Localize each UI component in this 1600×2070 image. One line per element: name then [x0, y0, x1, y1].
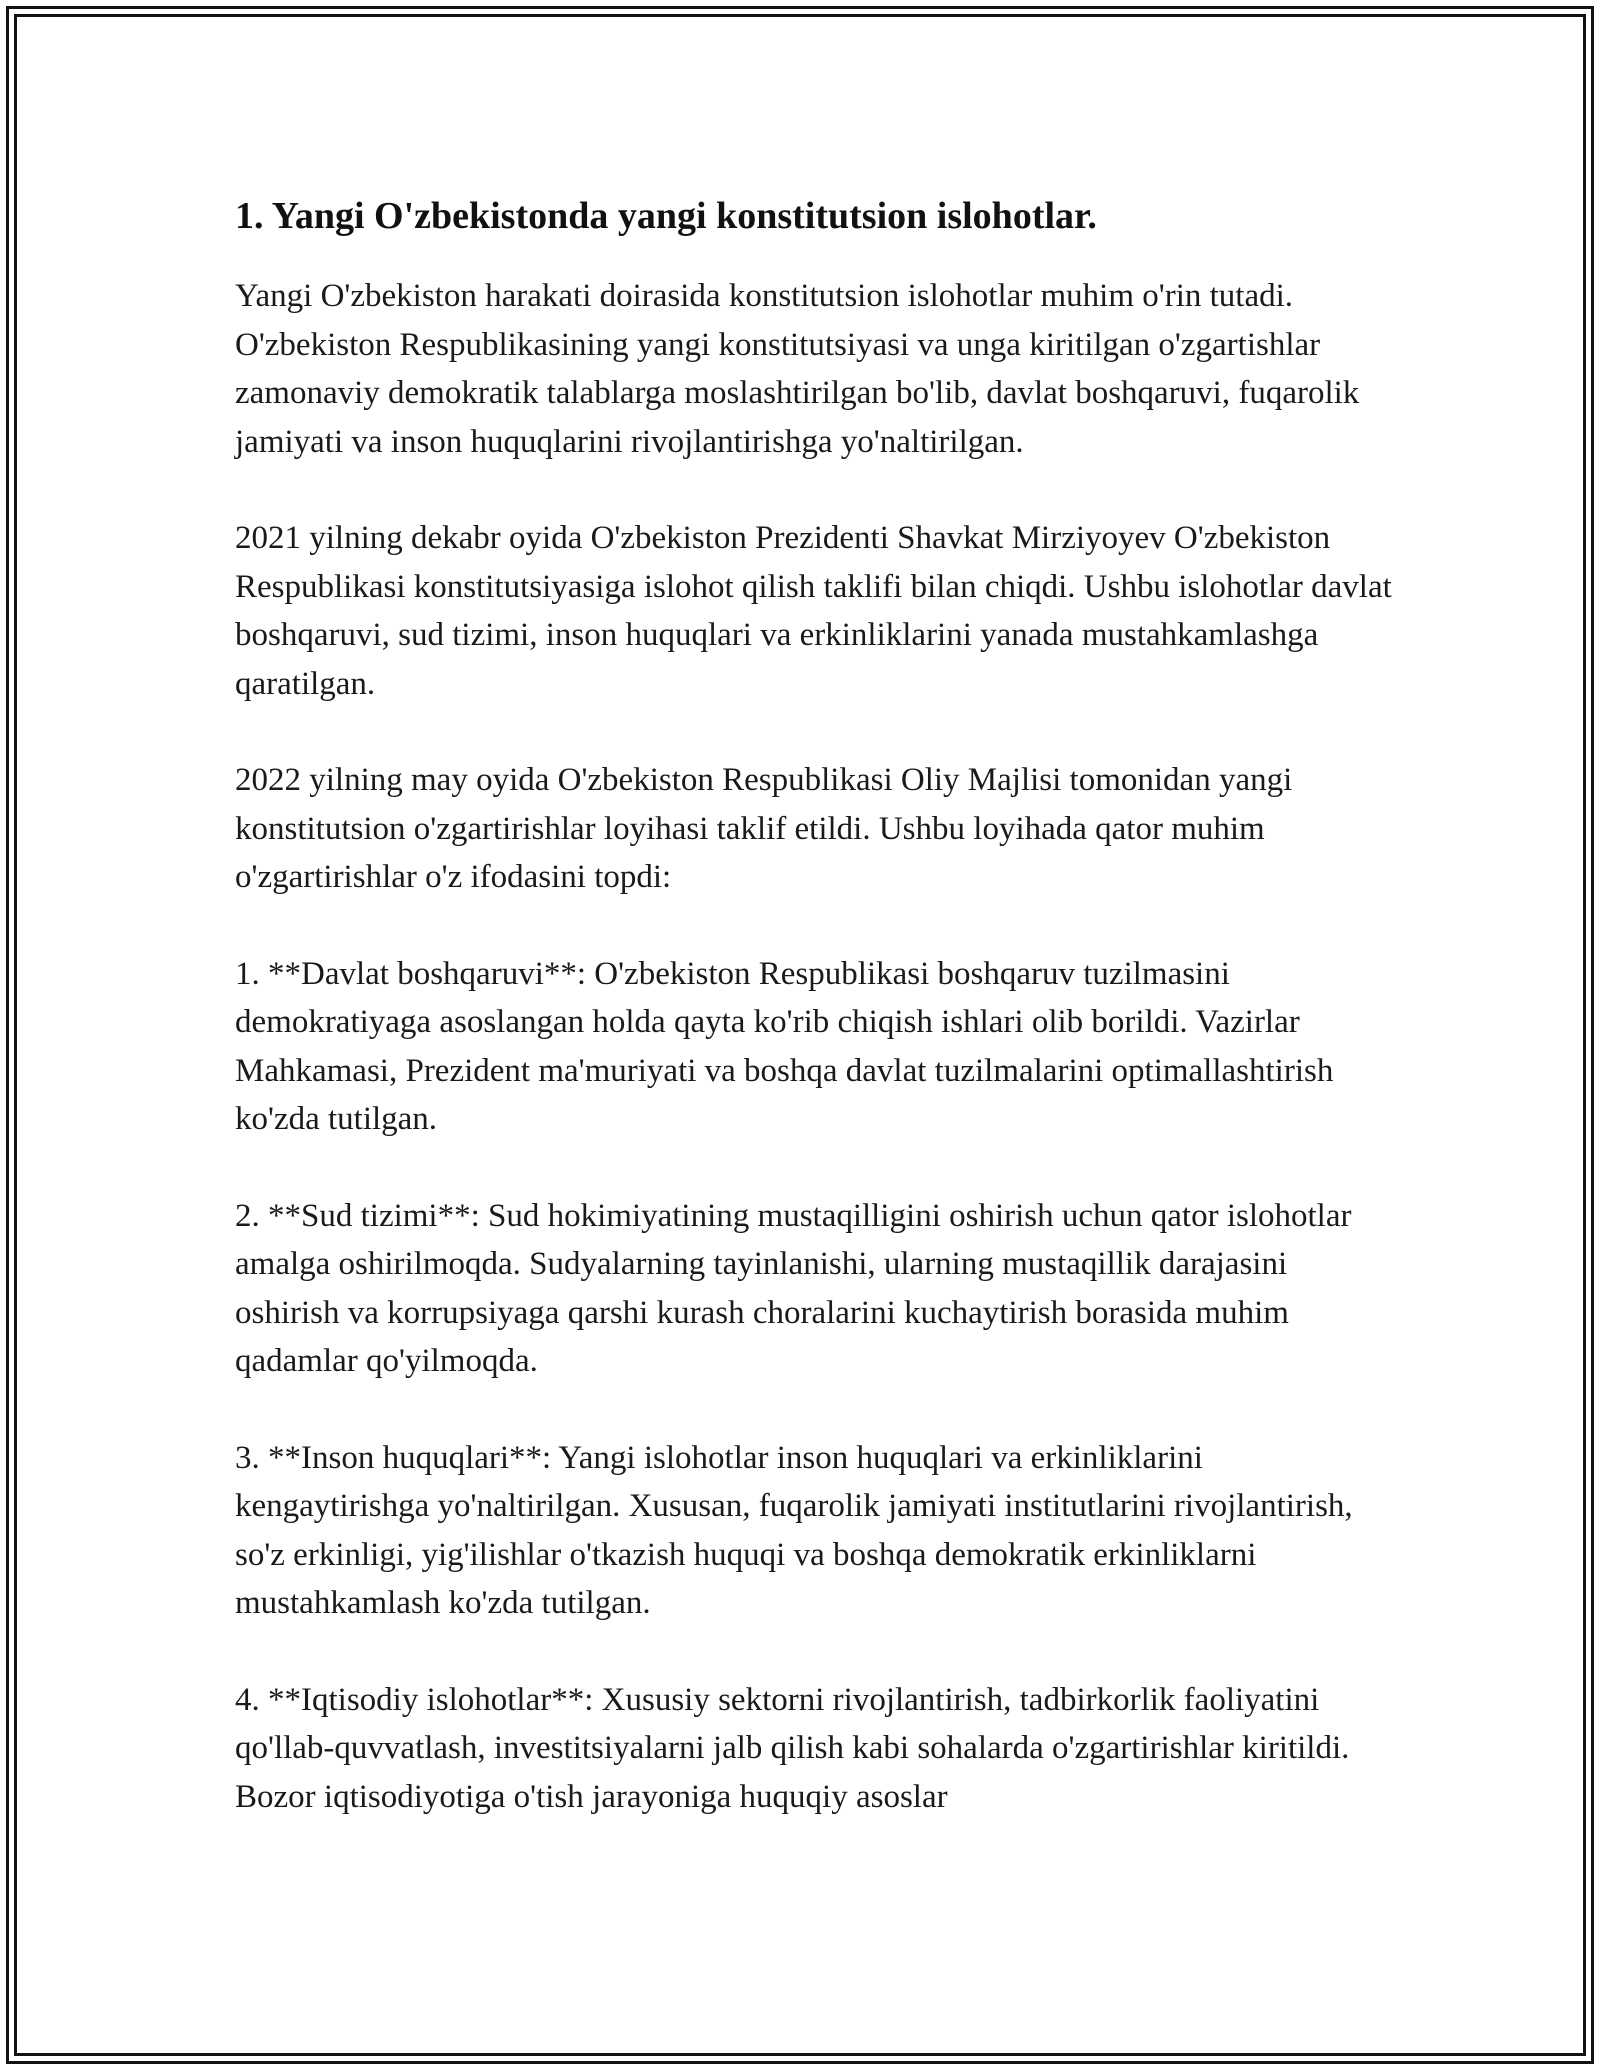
list-item-judicial-system: 2. **Sud tizimi**: Sud hokimiyatining mustaqilligini oshirish uchun qator islohotlar amalga oshirilmoqda. Sudyalarning tayinlanishi, ularning mustaqillik darajasini oshirish va korrupsiyaga qarshi kurash choralarini kuchaytirish borasida muhim qadamlar qo'yilmoqda.: [235, 1197, 1352, 1379]
list-item-human-rights: 3. **Inson huquqlari**: Yangi islohotlar inson huquqlari va erkinliklarini kengaytirishga yo'naltirilgan. Xususan, fuqarolik jamiyati institutlarini rivojlantirish, so'z erkinligi, yig'ilishlar o'tkazish huquqi va boshqa demokratik erkinliklarni mustahkamlash ko'zda tutilgan.: [235, 1439, 1353, 1621]
document-body: [235, 190, 1395, 1869]
list-item-economic-reforms: 4. **Iqtisodiy islohotlar**: Xususiy sektorni rivojlantirish, tadbirkorlik faoliyatini qo'llab-quvvatlash, investitsiyalarni jalb qilish kabi sohalarda o'zgartirishlar kiritildi. Bozor iqtisodiyotiga o'tish jarayoniga huquqiy asoslar: [235, 1681, 1350, 1815]
draft-2022-paragraph: 2022 yilning may oyida O'zbekiston Respublikasi Oliy Majlisi tomonidan yangi konstitutsion o'zgartirishlar loyihasi taklif etildi. Ushbu loyihada qator muhim o'zgartirishlar o'z ifodasini topdi:: [235, 762, 1293, 895]
list-item-state-governance: 1. **Davlat boshqaruvi**: O'zbekiston Respublikasi boshqaruv tuzilmasini demokratiyaga asoslangan holda qayta ko'rib chiqish ishlari olib borildi. Vazirlar Mahkamasi, Prezident ma'muriyati va boshqa davlat tuzilmalarini optimallashtirish ko'zda tutilgan.: [235, 955, 1334, 1137]
proposal-2021-paragraph: 2021 yilning dekabr oyida O'zbekiston Prezidenti Shavkat Mirziyoyev O'zbekiston Respublikasi konstitutsiyasiga islohot qilish taklifi bilan chiqdi. Ushbu islohotlar davlat boshqaruvi, sud tizimi, inson huquqlari va erkinliklarini yanada mustahkamlashga qaratilgan.: [235, 520, 1392, 702]
intro-paragraph: Yangi O'zbekiston harakati doirasida konstitutsion islohotlar muhim o'rin tutadi. O'zbekiston Respublikasining yangi konstitutsiyasi va unga kiritilgan o'zgartishlar zamonaviy demokratik talablarga moslashtirilgan bo'lib, davlat boshqaruvi, fuqarolik jamiyati va inson huquqlarini rivojlantirishga yo'naltirilgan.: [235, 278, 1360, 460]
document-title: 1. Yangi O'zbekistonda yangi konstitutsion islohotlar.: [235, 195, 1097, 237]
